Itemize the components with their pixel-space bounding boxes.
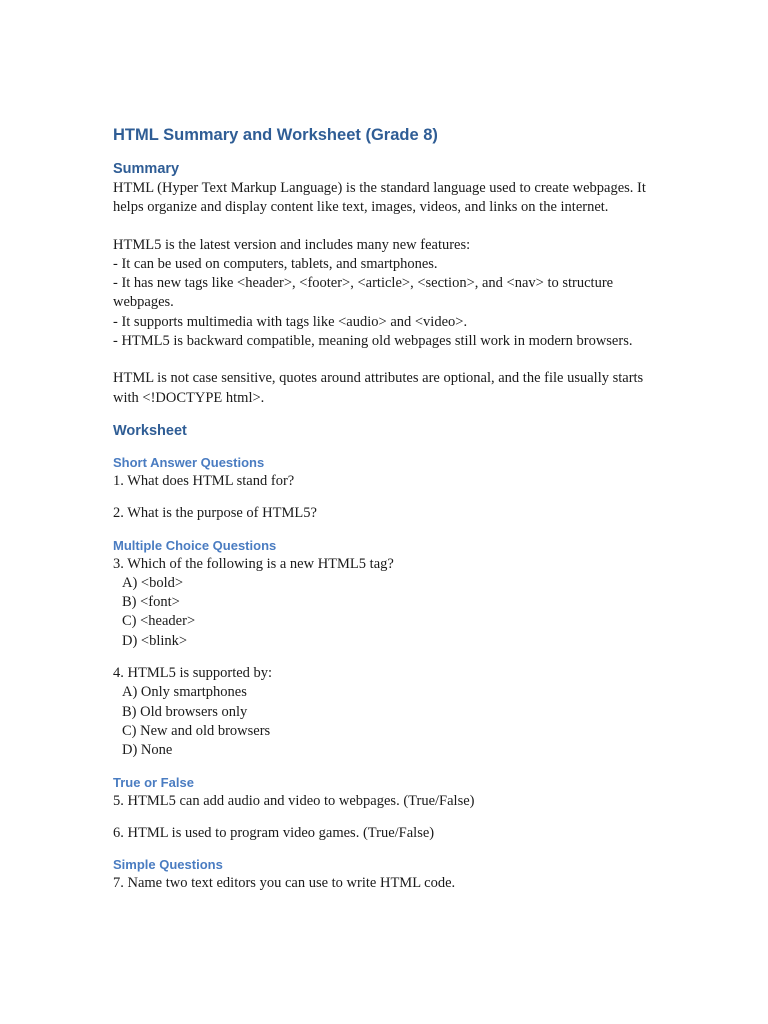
question-6: 6. HTML is used to program video games. (True/False) bbox=[113, 824, 435, 841]
question-4-option: C) New and old browsers bbox=[122, 722, 271, 739]
summary-heading: Summary bbox=[113, 161, 180, 177]
question-3-option: C) <header> bbox=[122, 613, 196, 630]
summary-paragraph-line: helps organize and display content like text, images, videos, and links on the internet. bbox=[113, 199, 609, 216]
worksheet-page bbox=[113, 124, 673, 893]
question-1: 1. What does HTML stand for? bbox=[113, 472, 295, 489]
question-3: 3. Which of the following is a new HTML5 tag? bbox=[113, 555, 394, 572]
question-4-option: A) Only smartphones bbox=[122, 684, 247, 701]
summary-bullet: - HTML5 is backward compatible, meaning old webpages still work in modern browsers. bbox=[113, 333, 633, 350]
question-5: 5. HTML5 can add audio and video to webpages. (True/False) bbox=[113, 792, 475, 809]
summary-bullet: - It has new tags like <header>, <footer>, <article>, <section>, and <nav> to structure bbox=[113, 275, 614, 292]
question-4-option: D) None bbox=[122, 742, 173, 759]
question-3-option: B) <font> bbox=[122, 594, 180, 611]
summary-features-intro: HTML5 is the latest version and includes many new features: bbox=[113, 236, 471, 253]
summary-paragraph-line: HTML (Hyper Text Markup Language) is the standard language used to create webpages. It bbox=[113, 180, 646, 196]
simple-questions-heading: Simple Questions bbox=[113, 857, 223, 873]
summary-bullet: - It can be used on computers, tablets, and smartphones. bbox=[113, 255, 438, 272]
short-answer-heading: Short Answer Questions bbox=[113, 454, 265, 470]
question-3-option: D) <blink> bbox=[122, 632, 188, 649]
summary-note-line: with <!DOCTYPE html>. bbox=[113, 389, 265, 406]
question-3-option: A) <bold> bbox=[122, 574, 184, 591]
summary-bullet: webpages. bbox=[113, 294, 174, 311]
page-title: HTML Summary and Worksheet (Grade 8) bbox=[113, 126, 438, 144]
question-4: 4. HTML5 is supported by: bbox=[113, 665, 273, 682]
question-7: 7. Name two text editors you can use to write HTML code. bbox=[113, 875, 456, 892]
question-4-option: B) Old browsers only bbox=[122, 703, 248, 720]
summary-bullet: - It supports multimedia with tags like <audio> and <video>. bbox=[113, 313, 468, 330]
summary-note-line: HTML is not case sensitive, quotes around attributes are optional, and the file usually starts bbox=[113, 370, 644, 387]
true-false-heading: True or False bbox=[113, 774, 194, 790]
multiple-choice-heading: Multiple Choice Questions bbox=[113, 537, 277, 553]
question-2: 2. What is the purpose of HTML5? bbox=[113, 505, 317, 522]
worksheet-heading: Worksheet bbox=[113, 422, 187, 439]
